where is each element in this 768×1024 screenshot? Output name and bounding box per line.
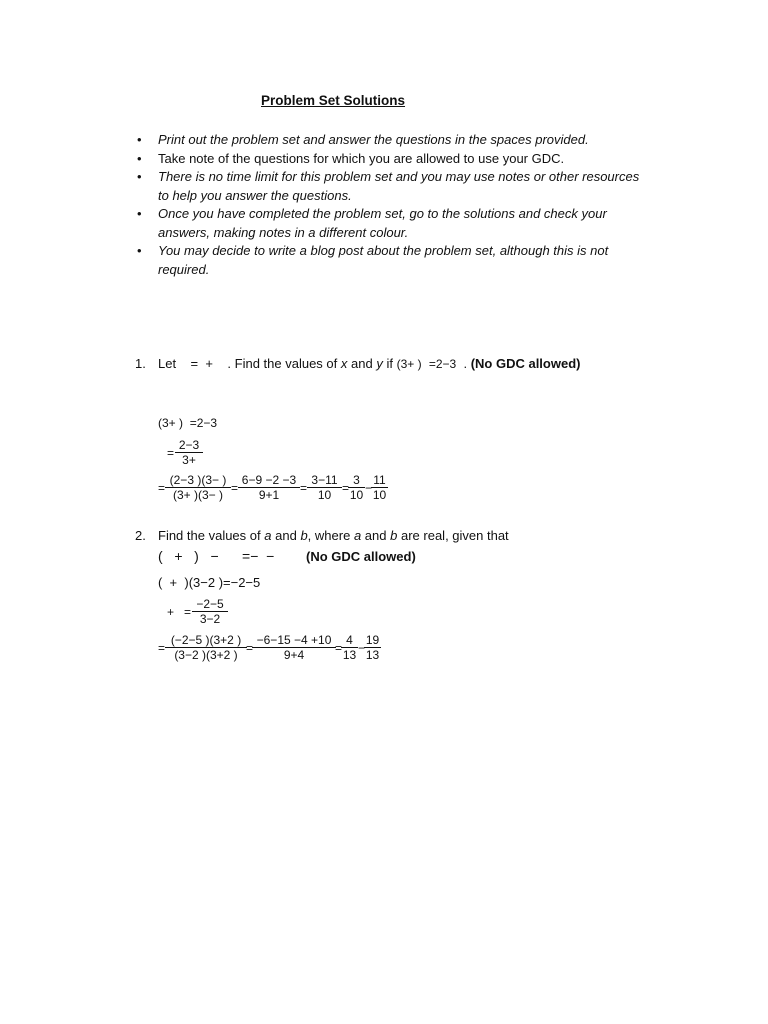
page-title: Problem Set Solutions [261,93,406,108]
fraction: $\frac{3}{10}$ [349,473,364,502]
fraction: $\frac{-6-15 -4 +10}{9+4}$ [252,633,336,662]
fraction: $\frac{6-9 -2 -3}{9+1}$ [238,473,300,502]
equals-sign: = [335,641,343,655]
minus-sign: − [365,481,373,495]
bullet-icon: • [137,243,142,258]
list-item [135,242,645,279]
equals-sign: = [167,446,175,460]
instruction-text: Print out the problem set and answer the questions in the spaces provided. [158,132,589,147]
fraction: $\frac{11}{10}$ [372,473,387,502]
question-number: 1. [135,356,146,371]
equals-sign: = [342,481,350,495]
solution-line: ( + )(3−2 )=−2−5 [158,575,261,590]
equals-sign: = [158,641,166,655]
solution-lhs: + = [167,605,192,619]
no-gdc-note: (No GDC allowed) [306,549,416,564]
list-item [135,150,645,169]
question-text: Find the values of a and b, where a and b are real, given that [158,528,509,543]
equals-sign: = [300,481,308,495]
instruction-text: There is no time limit for this problem set and you may use notes or other resources to help you answer the questions. [158,169,640,203]
bullet-icon: • [137,132,142,147]
fraction: $\frac{(-2-5 )(3+2 )}{(3-2 )(3+2 )}$ [165,633,247,662]
list-item [135,205,645,242]
fraction: $\frac{19}{13}$ [365,633,380,662]
instruction-text: Once you have completed the problem set, go to the solutions and check your answers, making notes in a different colour. [158,206,607,240]
given-equation: ( + ) − =− − [158,548,275,564]
minus-sign: − [358,641,366,655]
equals-sign: = [231,481,239,495]
list-item [135,131,645,150]
fraction: $\frac{3-11}{10}$ [307,473,342,502]
bullet-icon: • [137,169,142,184]
fraction: $\frac{4}{13}$ [342,633,357,662]
list-item [135,168,645,205]
instruction-text: Take note of the questions for which you are allowed to use your GDC. [158,150,565,166]
bullet-icon: • [137,206,142,221]
question-text: Let = + . Find the values of x and y if (3+ ) =2−3 . (No GDC allowed) [158,356,581,371]
fraction: $\frac{2-3}{3+}$ [175,438,203,467]
fraction: $\frac{-2-5}{3-2}$ [192,597,228,626]
equals-sign: = [246,641,254,655]
fraction: $\frac{(2-3 )(3- )}{(3+ )(3- )}$ [165,473,231,502]
equals-sign: = [158,481,166,495]
solution-line: (3+ ) =2−3 [158,416,218,430]
instruction-text: You may decide to write a blog post about the problem set, although this is not required. [158,243,609,277]
question-number: 2. [135,528,146,543]
instructions-list [135,131,645,279]
bullet-icon: • [137,150,142,166]
